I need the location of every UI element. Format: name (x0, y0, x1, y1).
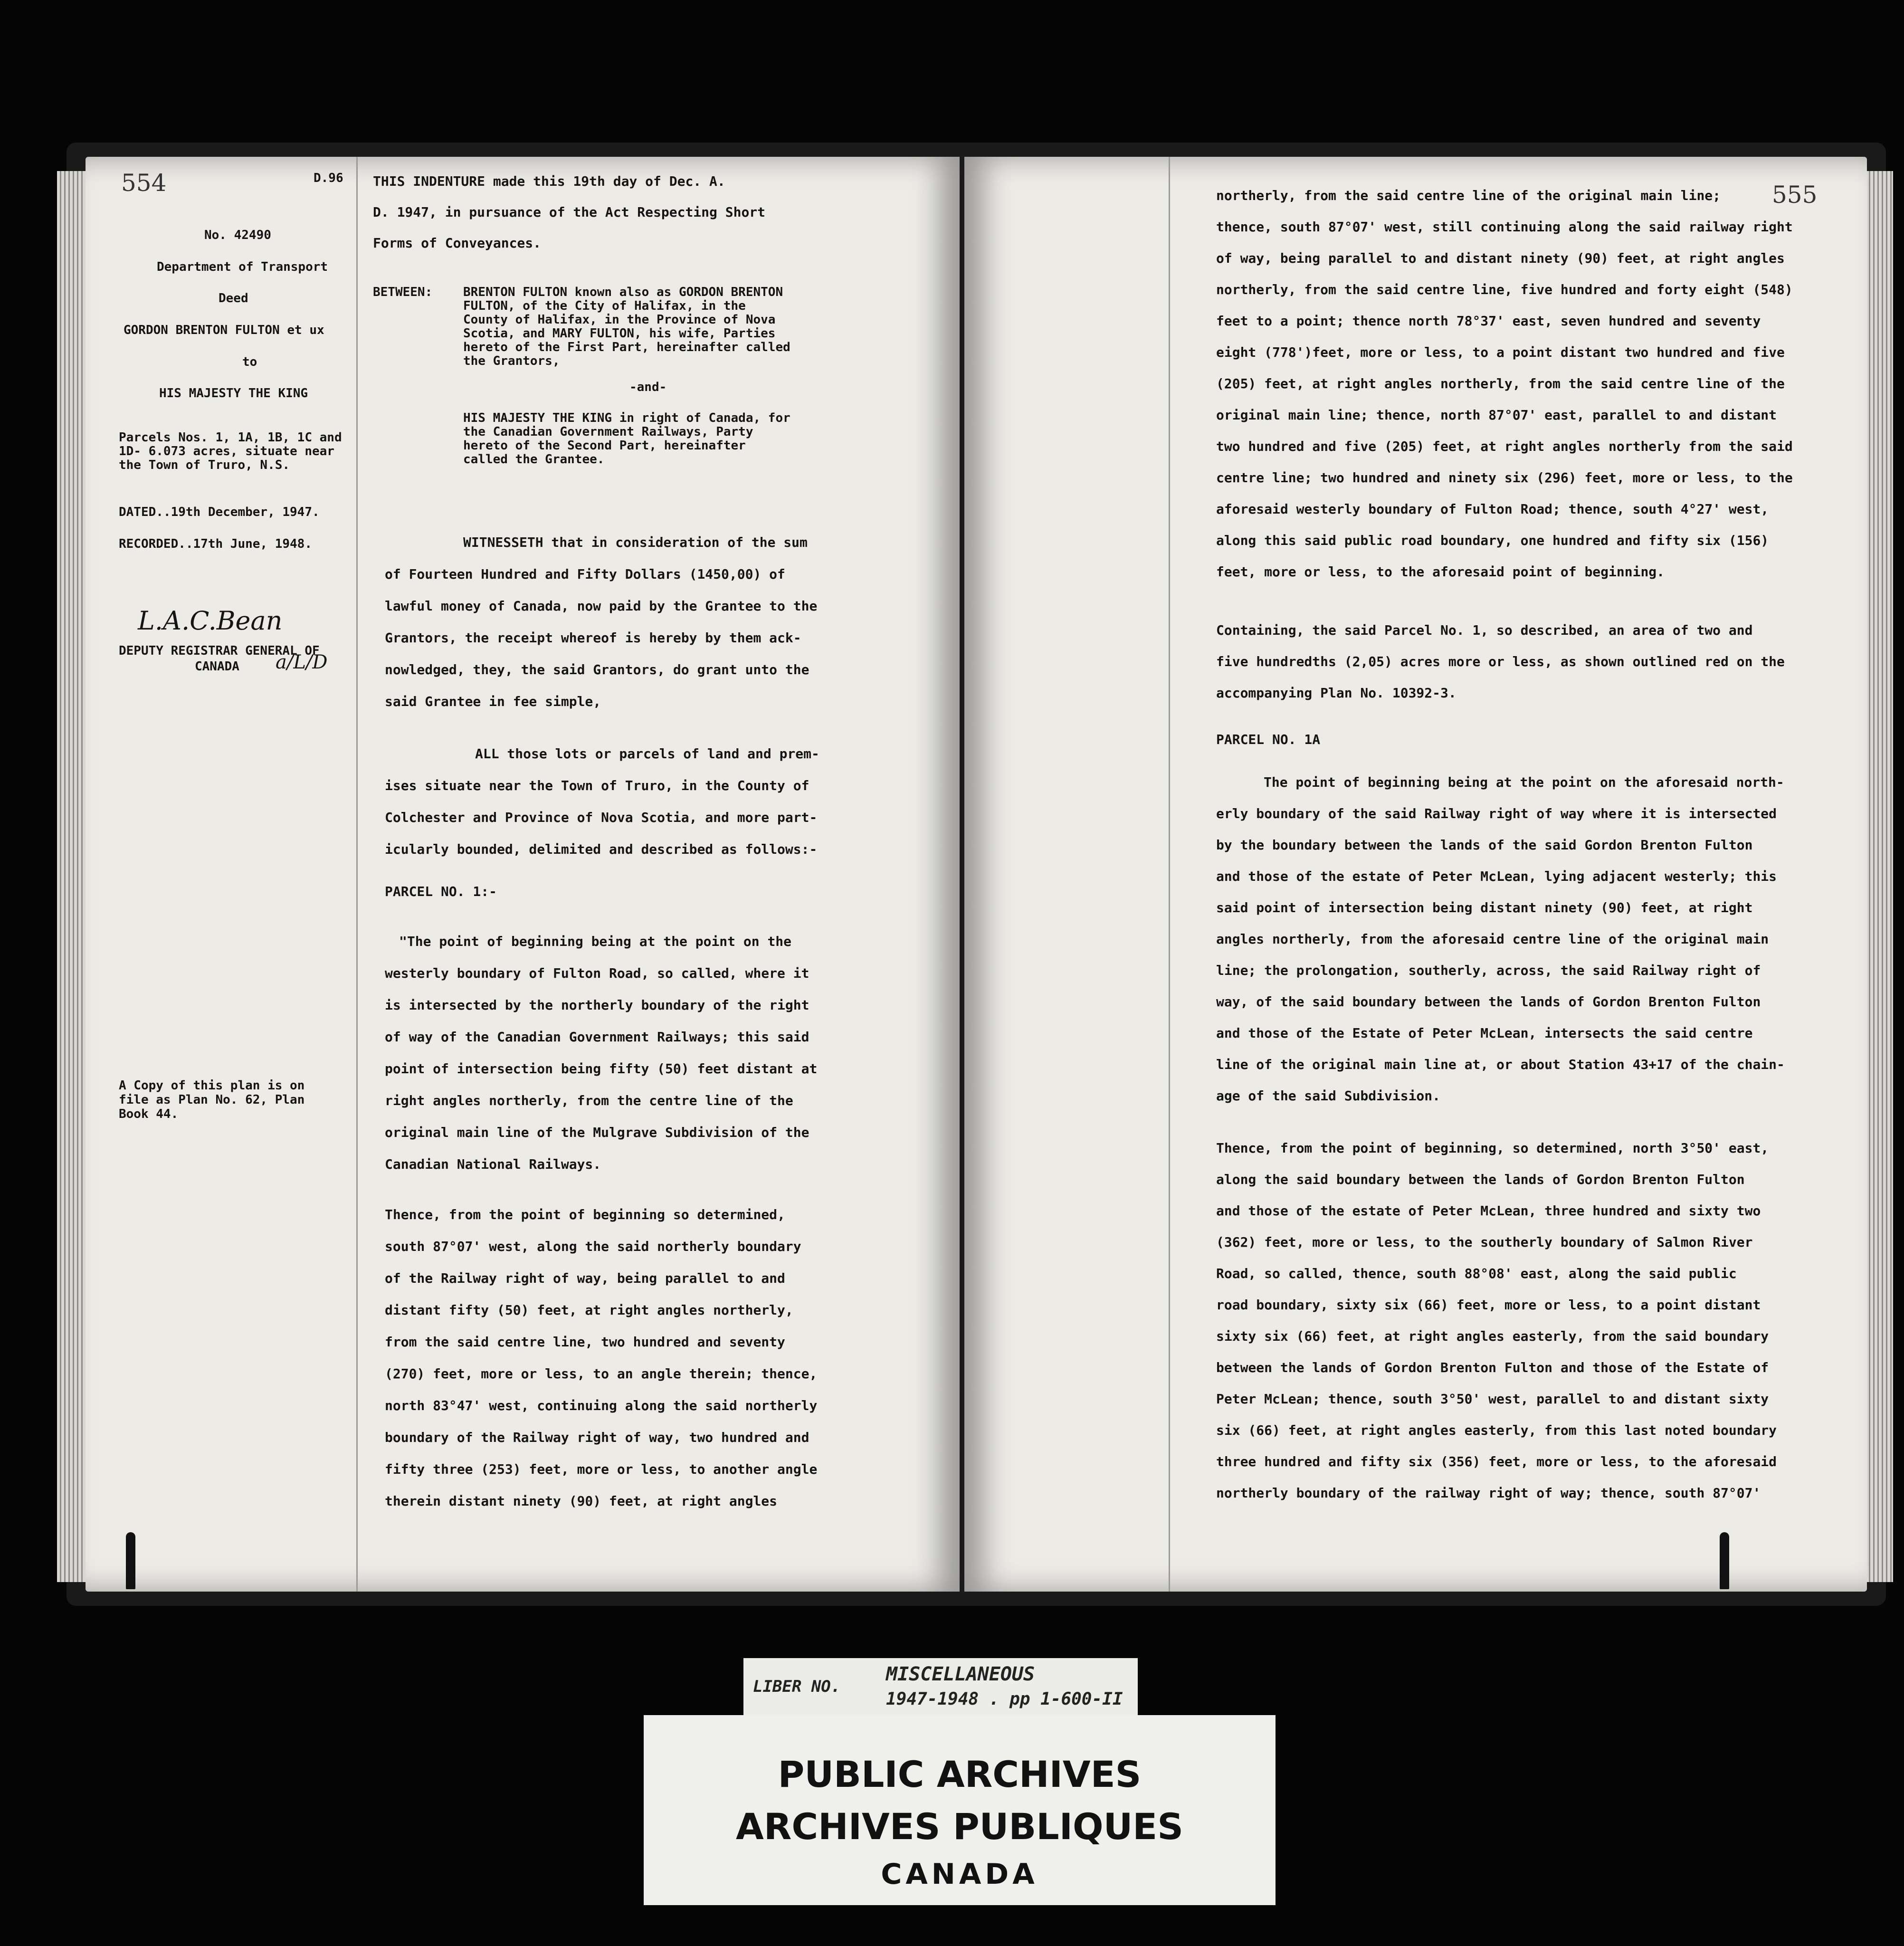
page-number: 555 (1772, 181, 1818, 209)
parcel-1a-line: and those of the Estate of Peter McLean, intersects the said centre (1216, 1025, 1753, 1041)
thence-1a-line: Thence, from the point of beginning, so determined, north 3°50' east, (1216, 1140, 1769, 1156)
cont-line: original main line; thence, north 87°07' east, parallel to and distant (1216, 407, 1777, 423)
containing-line: Containing, the said Parcel No. 1, so described, an area of two and (1216, 622, 1753, 638)
witnesseth-line: of Fourteen Hundred and Fifty Dollars (1450,00) of (385, 566, 785, 582)
cont-line: feet to a point; thence north 78°37' east, seven hundred and seventy (1216, 313, 1761, 329)
archives-line-french: ARCHIVES PUBLIQUES (736, 1805, 1183, 1848)
page-code: D.96 (314, 171, 343, 185)
parcels-line: Parcels Nos. 1, 1A, 1B, 1C and (119, 430, 342, 445)
parcel-1a-line: age of the said Subdivision. (1216, 1088, 1441, 1104)
cont-line: (205) feet, at right angles northerly, from the said centre line of the (1216, 376, 1785, 391)
thence-1a-line: and those of the estate of Peter McLean, three hundred and sixty two (1216, 1203, 1761, 1219)
archives-line-english: PUBLIC ARCHIVES (778, 1753, 1142, 1795)
right-page (964, 157, 1867, 1592)
to-label: to (242, 355, 257, 369)
thence-1a-line: northerly boundary of the railway right of way; thence, south 87°07' (1216, 1485, 1761, 1501)
liber-number: LIBER NO. (753, 1677, 841, 1696)
between-line: Scotia, and MARY FULTON, his wife, Parties (463, 326, 776, 341)
recorded: RECORDED..17th June, 1948. (119, 537, 312, 551)
witnesseth-line: said Grantee in fee simple, (385, 694, 601, 709)
department: Department of Transport (157, 260, 328, 274)
between-line: FULTON, of the City of Halifax, in the (463, 299, 746, 313)
cont-line: northerly, from the said centre line of the original main line; (1216, 188, 1721, 203)
parcel-1a-line: The point of beginning being at the point on the aforesaid north- (1264, 774, 1784, 790)
deed-number: No. 42490 (204, 228, 271, 242)
thence-1a-line: road boundary, sixty six (66) feet, more or less, to a point distant (1216, 1297, 1761, 1313)
plan-note-line: A Copy of this plan is on (119, 1078, 305, 1093)
thence-1a-line: six (66) feet, at right angles easterly, from this last noted boundary (1216, 1422, 1777, 1438)
right-page-edges (1865, 171, 1893, 1582)
parcel-line: westerly boundary of Fulton Road, so called, where it (385, 965, 809, 981)
thence-line: therein distant ninety (90) feet, at right angles (385, 1493, 778, 1509)
parcels-line: the Town of Truro, N.S. (119, 458, 290, 472)
page-number: 554 (121, 169, 167, 197)
parcel-1a-line: said point of intersection being distant ninety (90) feet, at right (1216, 900, 1753, 916)
page-clip-right (1720, 1532, 1729, 1589)
between-line: hereto of the First Part, hereinafter called (463, 340, 790, 354)
all-line: icularly bounded, delimited and described as follows:- (385, 841, 818, 857)
thence-line: south 87°07' west, along the said northerly boundary (385, 1239, 801, 1254)
thence-line: boundary of the Railway right of way, two hundred and (385, 1430, 809, 1445)
parcel-1a-line: line of the original main line at, or about Station 43+17 of the chain- (1216, 1057, 1785, 1072)
thence-line: distant fifty (50) feet, at right angles northerly, (385, 1302, 793, 1318)
thence-1a-line: sixty six (66) feet, at right angles easterly, from the said boundary (1216, 1328, 1769, 1344)
between-label: BETWEEN: (373, 285, 433, 299)
containing-line: five hundredths (2,05) acres more or less, as shown outlined red on the (1216, 654, 1785, 669)
margin-rule (356, 157, 358, 1592)
thence-1a-line: Road, so called, thence, south 88°08' east, along the said public (1216, 1266, 1737, 1281)
cont-line: along this said public road boundary, one hundred and fifty six (156) (1216, 533, 1769, 548)
and-label: -and- (629, 380, 667, 394)
parcel-line: point of intersection being fifty (50) feet distant at (385, 1061, 818, 1077)
cont-line: centre line; two hundred and ninety six (296) feet, more or less, to the (1216, 470, 1793, 486)
plan-note-line: Book 44. (119, 1107, 179, 1121)
witnesseth-line: lawful money of Canada, now paid by the Grantee to the (385, 598, 818, 614)
liber-years: 1947-1948 . pp 1-600-II (886, 1689, 1123, 1709)
thence-1a-line: Peter McLean; thence, south 3°50' west, parallel to and distant sixty (1216, 1391, 1769, 1407)
parcel-heading: PARCEL NO. 1:- (385, 884, 497, 899)
thence-line: north 83°47' west, continuing along the said northerly (385, 1398, 818, 1413)
between-line: County of Halifax, in the Province of Nova (463, 313, 776, 327)
witnesseth-line: Grantors, the receipt whereof is hereby by them ack- (385, 630, 801, 646)
liber-title: MISCELLANEOUS (886, 1663, 1035, 1685)
parcel-1a-line: way, of the said boundary between the lands of Gordon Brenton Fulton (1216, 994, 1761, 1010)
parcel-line: original main line of the Mulgrave Subdivision of the (385, 1125, 809, 1140)
parcel-1a-line: erly boundary of the said Railway right of way where it is intersected (1216, 806, 1777, 821)
cont-line: two hundred and five (205) feet, at right angles northerly from the said (1216, 439, 1793, 454)
page-clip-left (126, 1532, 135, 1589)
all-line: ALL those lots or parcels of land and prem- (475, 746, 819, 762)
thence-1a-line: between the lands of Gordon Brenton Fulton and those of the Estate of (1216, 1360, 1769, 1375)
left-page (86, 157, 960, 1592)
parcels-line: 1D- 6.073 acres, situate near (119, 444, 334, 458)
registrar-signature: L.A.C.Bean (138, 606, 283, 636)
all-line: Colchester and Province of Nova Scotia, and more part- (385, 810, 818, 825)
intro-line: THIS INDENTURE made this 19th day of Dec. A. (373, 173, 725, 189)
cont-line: northerly, from the said centre line, five hundred and forty eight (548) (1216, 282, 1793, 297)
parcel-1a-line: and those of the estate of Peter McLean, lying adjacent westerly; this (1216, 868, 1777, 884)
cont-line: thence, south 87°07' west, still continuing along the said railway right (1216, 219, 1793, 235)
margin-rule (1169, 157, 1170, 1592)
grantee-line: the Canadian Government Railways, Party (463, 425, 753, 439)
parcel-1a-line: by the boundary between the lands of the said Gordon Brenton Fulton (1216, 837, 1753, 853)
thence-line: of the Railway right of way, being parallel to and (385, 1270, 785, 1286)
witnesseth-line: nowledged, they, the said Grantors, do grant unto the (385, 662, 809, 677)
thence-1a-line: along the said boundary between the lands of Gordon Brenton Fulton (1216, 1172, 1745, 1187)
registrar-title: DEPUTY REGISTRAR GENERAL OF (119, 644, 320, 658)
registrar-initials: a/L/D (276, 651, 328, 673)
all-line: ises situate near the Town of Truro, in the County of (385, 778, 809, 793)
grantee-line: called the Grantee. (463, 452, 605, 467)
parcel-1a-line: angles northerly, from the aforesaid centre line of the original main (1216, 931, 1769, 947)
registrar-country: CANADA (195, 659, 239, 674)
parcel-line: Canadian National Railways. (385, 1156, 601, 1172)
cont-line: aforesaid westerly boundary of Fulton Road; thence, south 4°27' west, (1216, 501, 1769, 517)
between-line: the Grantors, (463, 354, 560, 368)
dated: DATED..19th December, 1947. (119, 505, 320, 519)
plan-note-line: file as Plan No. 62, Plan (119, 1093, 305, 1107)
cont-line: eight (778')feet, more or less, to a point distant two hundred and five (1216, 344, 1785, 360)
thence-1a-line: three hundred and fifty six (356) feet, more or less, to the aforesaid (1216, 1454, 1777, 1469)
witnesseth-line: WITNESSETH that in consideration of the sum (463, 534, 808, 550)
archives-country: CANADA (881, 1858, 1038, 1891)
grantor-name: GORDON BRENTON FULTON et ux (124, 323, 324, 337)
thence-line: (270) feet, more or less, to an angle therein; thence, (385, 1366, 818, 1382)
parcel-line: is intersected by the northerly boundary of the right (385, 997, 809, 1013)
parcel-line: of way of the Canadian Government Railways; this said (385, 1029, 809, 1045)
thence-line: fifty three (253) feet, more or less, to another angle (385, 1461, 818, 1477)
grantee-name: HIS MAJESTY THE KING (159, 386, 308, 401)
parcel-line: right angles northerly, from the centre line of the (385, 1093, 793, 1108)
parcel-1a-heading: PARCEL NO. 1A (1216, 732, 1321, 747)
thence-1a-line: (362) feet, more or less, to the southerly boundary of Salmon River (1216, 1234, 1753, 1250)
liber-label (743, 1658, 1138, 1715)
thence-line: from the said centre line, two hundred and seventy (385, 1334, 785, 1350)
between-line: BRENTON FULTON known also as GORDON BRENTON (463, 285, 783, 299)
containing-line: accompanying Plan No. 10392-3. (1216, 685, 1457, 701)
thence-line: Thence, from the point of beginning so determined, (385, 1207, 785, 1222)
parcel-line: "The point of beginning being at the point on the (399, 934, 792, 949)
intro-line: D. 1947, in pursuance of the Act Respecting Short (373, 204, 766, 220)
parcel-1a-line: line; the prolongation, southerly, across, the said Railway right of (1216, 963, 1761, 978)
cont-line: of way, being parallel to and distant ninety (90) feet, at right angles (1216, 250, 1785, 266)
intro-line: Forms of Conveyances. (373, 235, 542, 251)
document-type: Deed (219, 291, 248, 305)
cont-line: feet, more or less, to the aforesaid point of beginning. (1216, 564, 1665, 580)
grantee-line: HIS MAJESTY THE KING in right of Canada, for (463, 411, 790, 425)
grantee-line: hereto of the Second Part, hereinafter (463, 439, 746, 453)
archives-stamp (644, 1715, 1276, 1905)
